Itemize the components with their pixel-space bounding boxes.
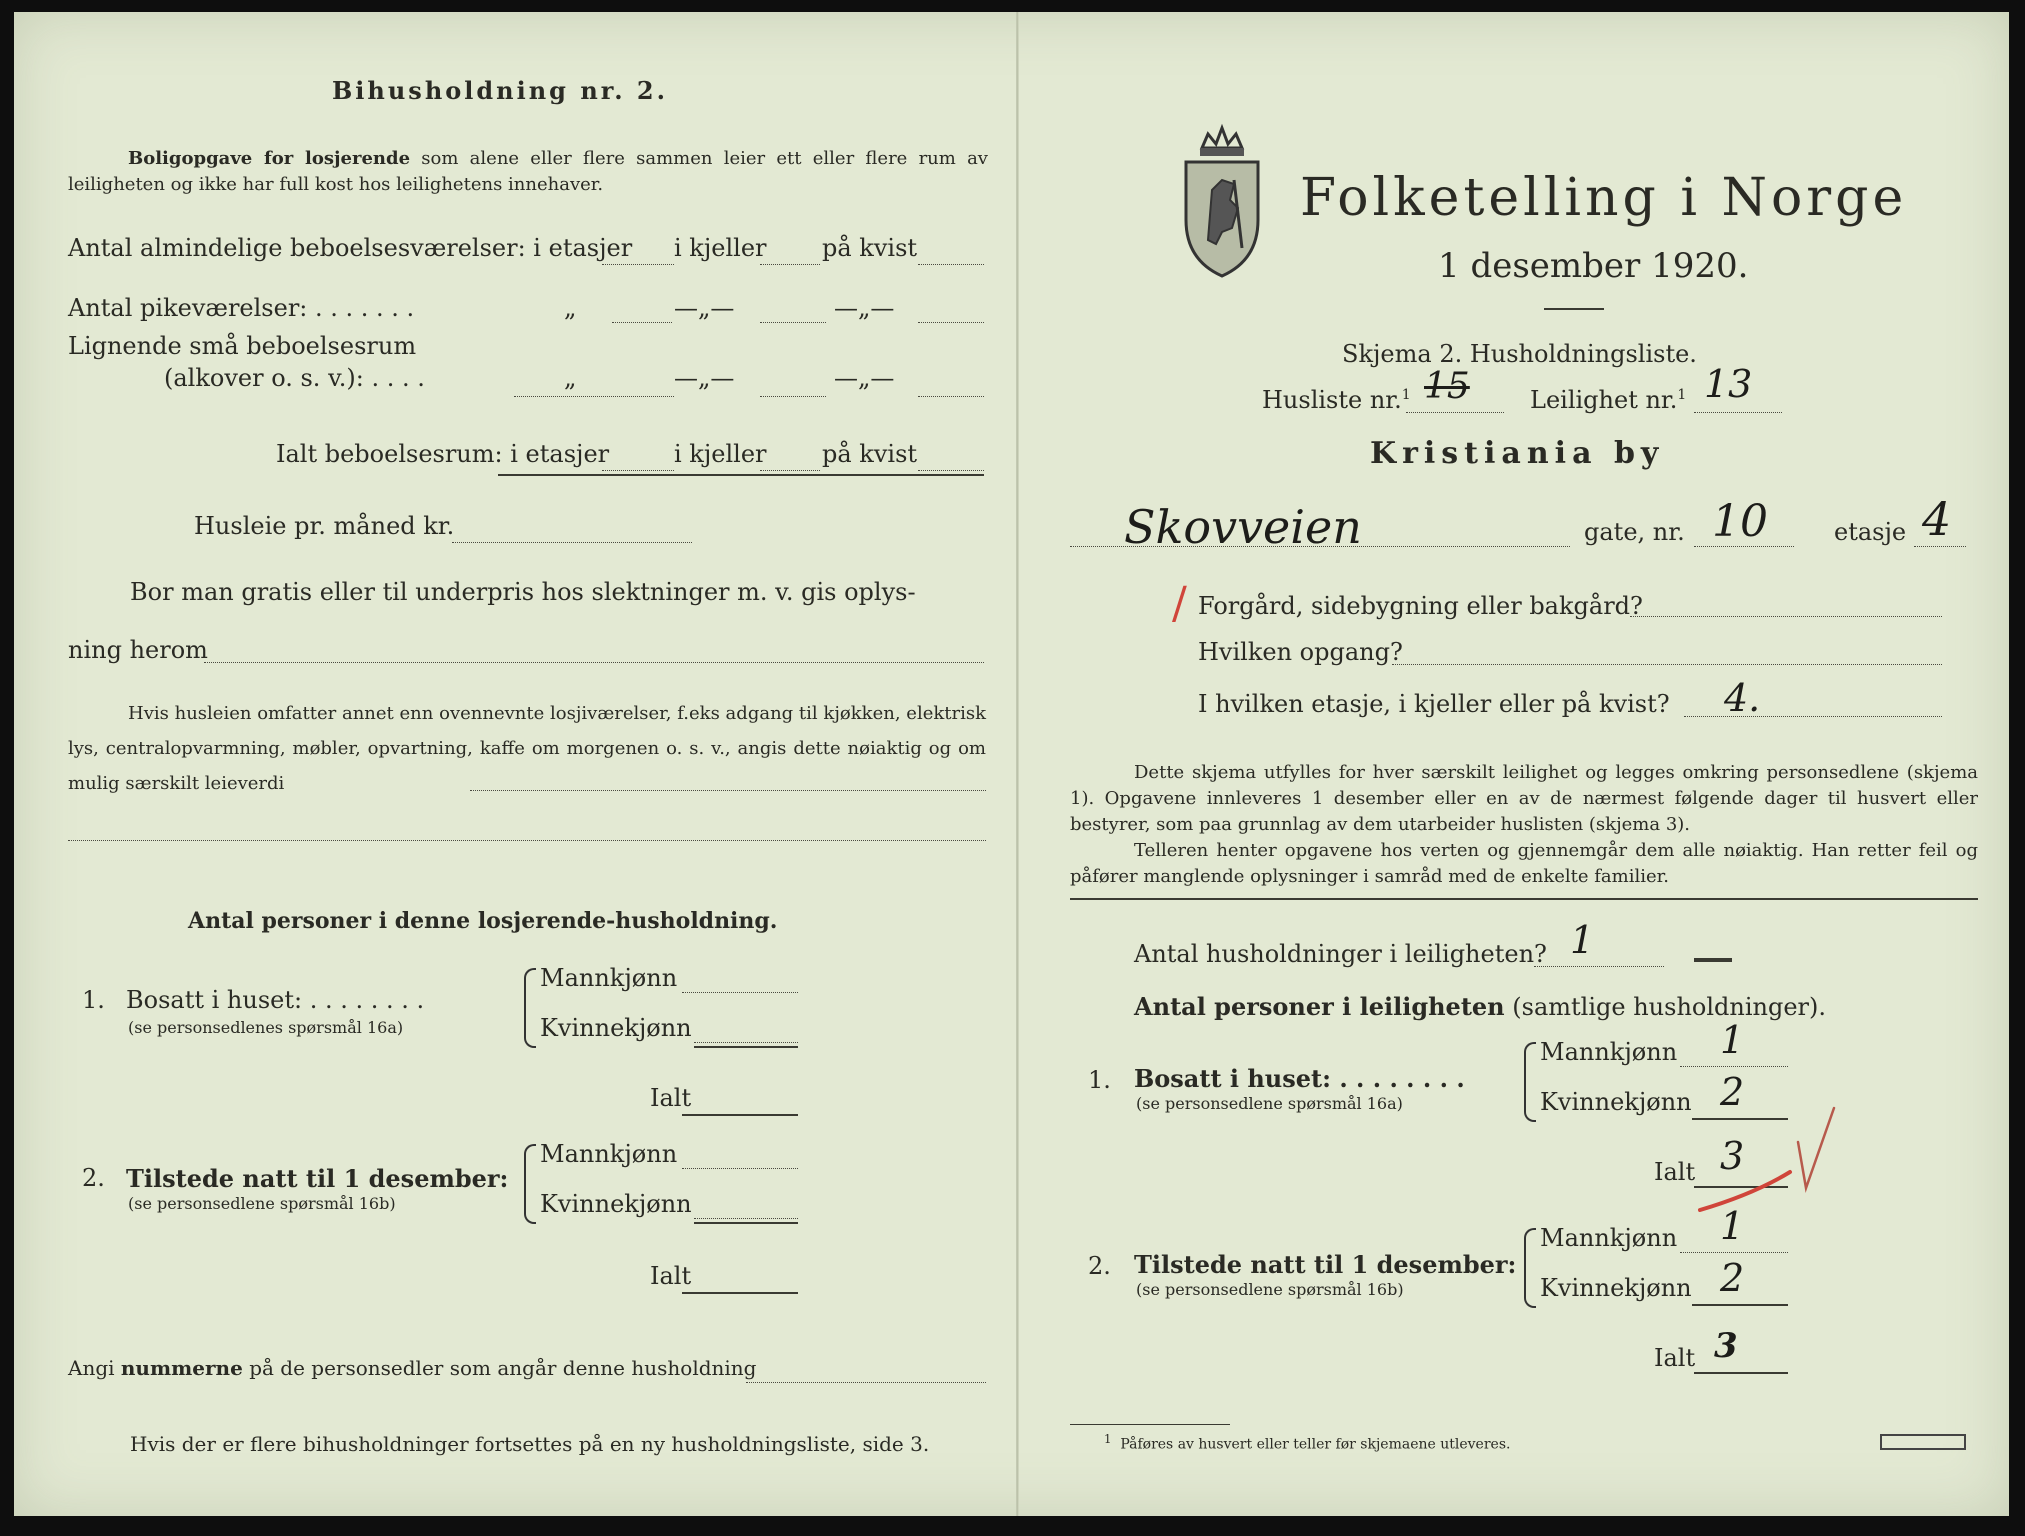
left-q1-total-label: Ialt [650, 1084, 692, 1112]
house-list-label: Husliste nr.$^1$ [1262, 386, 1411, 414]
right-q1-male-field[interactable] [1680, 1066, 1788, 1067]
left-q2-number: 2. [82, 1164, 105, 1192]
left-q2-male-field[interactable] [682, 1168, 798, 1169]
left-q1-underline [694, 1046, 798, 1048]
total-rooms-etasjer-field[interactable] [602, 470, 674, 471]
right-q2-total-label: Ialt [1654, 1344, 1696, 1372]
right-q1-brace [1524, 1042, 1536, 1122]
left-q1-total-field[interactable] [682, 1114, 798, 1116]
street-label: gate, nr. [1584, 518, 1685, 546]
title-rule [1544, 308, 1604, 310]
free-question-2: ning herom [68, 636, 208, 664]
total-rooms-label: Ialt beboelsesrum: i etasjer [276, 440, 610, 468]
right-q2-brace [1524, 1228, 1536, 1308]
right-q2-total-field[interactable] [1694, 1372, 1788, 1374]
rooms-etasjer-field[interactable] [602, 264, 674, 265]
footnote-rule [1070, 1424, 1230, 1425]
right-q1-total-label: Ialt [1654, 1158, 1696, 1186]
left-q1-male-field[interactable] [682, 992, 798, 993]
yard-red-mark: / [1172, 578, 1187, 629]
maid-rooms-cellar-field[interactable] [760, 322, 826, 323]
right-q1-total-value[interactable]: 3 [1720, 1134, 1745, 1178]
numbers-label: Angi nummerne på de personsedler som angår denne husholdning [68, 1356, 757, 1380]
right-q1-sub: (se personsedlene spørsmål 16a) [1136, 1094, 1403, 1113]
left-q2-total-field[interactable] [682, 1292, 798, 1294]
instructions-text: Dette skjema utfylles for hver særskilt leilighet og legges omkring personsedlene (skjema 1). Opgavene innleveres 1 desember eller en av de nærmest følgende dager til husvert eller bestyrer, som paa grunnlag av dem utarbeider huslisten (skjema 3). Telleren henter opgavene hos verten og gjennemgår dem alle nøiaktig. Han retter feil og påfører manglende oplysninger i samråd med de enkelte familier. [1070, 762, 1978, 888]
left-q2-female-label: Kvinnekjønn [540, 1190, 692, 1218]
right-persons-title: Antal personer i leiligheten (samtlige husholdninger). [1134, 992, 1827, 1021]
right-q2-number: 2. [1088, 1252, 1111, 1280]
free-question: Bor man gratis eller til underpris hos slektninger m. v. gis oplys- [130, 578, 916, 606]
ditto-mark: —„— [674, 294, 735, 322]
street-field[interactable] [1070, 546, 1570, 547]
ditto-mark: —„— [834, 364, 895, 392]
right-q1-male-value[interactable]: 1 [1720, 1018, 1745, 1062]
left-q1-sub: (se personsedlenes spørsmål 16a) [128, 1018, 404, 1037]
census-form-sheet [14, 12, 2009, 1516]
left-persons-title: Antal personer i denne losjerende-husholdning. [188, 908, 778, 934]
small-rooms-label: Lignende små beboelsesrum [68, 332, 417, 360]
right-q2-total-value[interactable]: 3 [1714, 1326, 1738, 1366]
ditto-mark: „ [564, 364, 577, 392]
extras-field[interactable] [470, 790, 986, 791]
left-q2-underline [694, 1222, 798, 1224]
maid-rooms-etasjer-field[interactable] [612, 322, 672, 323]
right-q2-female-value[interactable]: 2 [1720, 1256, 1745, 1300]
apartment-value[interactable]: 13 [1704, 362, 1753, 406]
numbers-field[interactable] [746, 1382, 986, 1383]
extras-field-2[interactable] [68, 840, 986, 841]
floor-label: etasje [1834, 518, 1907, 546]
house-list-field[interactable] [1406, 412, 1504, 413]
rent-field[interactable] [452, 542, 692, 543]
households-label: Antal husholdninger i leiligheten? [1134, 940, 1547, 968]
right-q2-male-label: Mannkjønn [1540, 1224, 1678, 1252]
norwegian-coat-of-arms-icon [1172, 120, 1272, 280]
house-list-value[interactable]: 15 [1424, 366, 1470, 407]
total-rooms-underline [498, 474, 984, 476]
ditto-mark: „ [564, 294, 577, 322]
yard-question: Forgård, sidebygning eller bakgård? [1198, 592, 1643, 620]
rooms-cellar-label: i kjeller [674, 234, 767, 262]
right-q1-female-value[interactable]: 2 [1720, 1070, 1745, 1114]
right-q2-sub: (se personsedlene spørsmål 16b) [1136, 1280, 1404, 1299]
right-q2-male-value[interactable]: 1 [1720, 1204, 1745, 1248]
floor-question-value[interactable]: 4. [1724, 676, 1761, 720]
left-q1-label: Bosatt i huset: . . . . . . . . [126, 986, 425, 1014]
right-q2-male-field[interactable] [1680, 1252, 1788, 1253]
left-q2-male-label: Mannkjønn [540, 1140, 678, 1168]
left-q1-number: 1. [82, 986, 105, 1014]
total-rooms-cellar-field[interactable] [760, 470, 820, 471]
printer-stamp [1880, 1434, 1966, 1450]
left-q1-female-field[interactable] [694, 1042, 798, 1043]
right-q2-label: Tilstede natt til 1 desember: [1134, 1250, 1517, 1279]
rooms-attic-field[interactable] [918, 264, 984, 265]
total-rooms-attic-label: på kvist [822, 440, 918, 468]
households-field[interactable] [1534, 966, 1664, 967]
apartment-field[interactable] [1694, 412, 1782, 413]
small-rooms-sub: (alkover o. s. v.): . . . . [164, 364, 425, 392]
left-q2-total-label: Ialt [650, 1262, 692, 1290]
yard-field[interactable] [1630, 616, 1942, 617]
left-q1-female-label: Kvinnekjønn [540, 1014, 692, 1042]
maid-rooms-attic-field[interactable] [918, 322, 984, 323]
left-footer-note: Hvis der er flere bihusholdninger fortsettes på en ny husholdningsliste, side 3. [130, 1432, 930, 1456]
left-q2-female-field[interactable] [694, 1218, 798, 1219]
left-title: Bihusholdning nr. 2. [332, 76, 668, 105]
right-q1-number: 1. [1088, 1066, 1111, 1094]
maid-rooms-label: Antal pikeværelser: . . . . . . . [68, 294, 415, 322]
right-q1-label: Bosatt i huset: . . . . . . . . [1134, 1064, 1465, 1093]
right-title: Folketelling i Norge [1300, 168, 1908, 228]
left-q2-brace [524, 1144, 536, 1224]
page-fold [1016, 12, 1019, 1516]
households-dash [1694, 958, 1732, 962]
rooms-cellar-field[interactable] [760, 264, 820, 265]
right-q2-female-label: Kvinnekjønn [1540, 1274, 1692, 1302]
small-rooms-cellar-field[interactable] [760, 396, 826, 397]
left-q2-label: Tilstede natt til 1 desember: [126, 1164, 509, 1193]
entrance-question: Hvilken opgang? [1198, 638, 1403, 666]
right-q1-female-label: Kvinnekjønn [1540, 1088, 1692, 1116]
total-rooms-attic-field[interactable] [918, 470, 984, 471]
small-rooms-attic-field[interactable] [918, 396, 984, 397]
households-value[interactable]: 1 [1570, 918, 1595, 962]
right-q1-male-label: Mannkjønn [1540, 1038, 1678, 1066]
extras-text: Hvis husleien omfatter annet enn ovennevnte losjiværelser, f.eks adgang til kjøkken, elektrisk lys, centralopvarmning, møbler, opvartning, kaffe om morgenen o. s. v., angis dette nøiaktig og om mulig særskilt leieverdi [68, 703, 986, 795]
street-value[interactable]: Skovveien [1124, 500, 1362, 554]
schema-label: Skjema 2. Husholdningsliste. [1342, 340, 1697, 368]
floor-question-field[interactable] [1684, 716, 1942, 717]
census-date: 1 desember 1920. [1438, 246, 1749, 286]
floor-value[interactable]: 4 [1922, 492, 1952, 546]
rooms-label: Antal almindelige beboelsesværelser: i etasjer [68, 234, 633, 262]
right-q2-female-field[interactable] [1692, 1304, 1788, 1306]
red-check-mark-icon [1694, 1102, 1854, 1222]
floor-question: I hvilken etasje, i kjeller eller på kvist? [1198, 690, 1670, 718]
city-label: Kristiania by [1370, 436, 1665, 471]
instructions-rule [1070, 898, 1978, 900]
free-info-field[interactable] [204, 662, 984, 663]
left-q1-male-label: Mannkjønn [540, 964, 678, 992]
left-q1-brace [524, 968, 536, 1048]
small-rooms-etasjer-field[interactable] [514, 396, 674, 397]
ditto-mark: —„— [674, 364, 735, 392]
apartment-label: Leilighet nr.$^1$ [1530, 386, 1687, 414]
rooms-attic-label: på kvist [822, 234, 918, 262]
rent-label: Husleie pr. måned kr. [194, 512, 455, 540]
left-intro: Boligopgave for losjerende som alene eller flere sammen leier ett eller flere rum av leiligheten og ikke har full kost hos leilighetens innehaver. [68, 148, 988, 196]
footnote: $^1$ Påføres av husvert eller teller før skjemaene utleveres. [1104, 1432, 1511, 1453]
floor-field[interactable] [1914, 546, 1966, 547]
entrance-field[interactable] [1392, 664, 1942, 665]
ditto-mark: —„— [834, 294, 895, 322]
total-rooms-cellar-label: i kjeller [674, 440, 767, 468]
street-nr-value[interactable]: 10 [1712, 496, 1768, 547]
left-q2-sub: (se personsedlene spørsmål 16b) [128, 1194, 396, 1213]
